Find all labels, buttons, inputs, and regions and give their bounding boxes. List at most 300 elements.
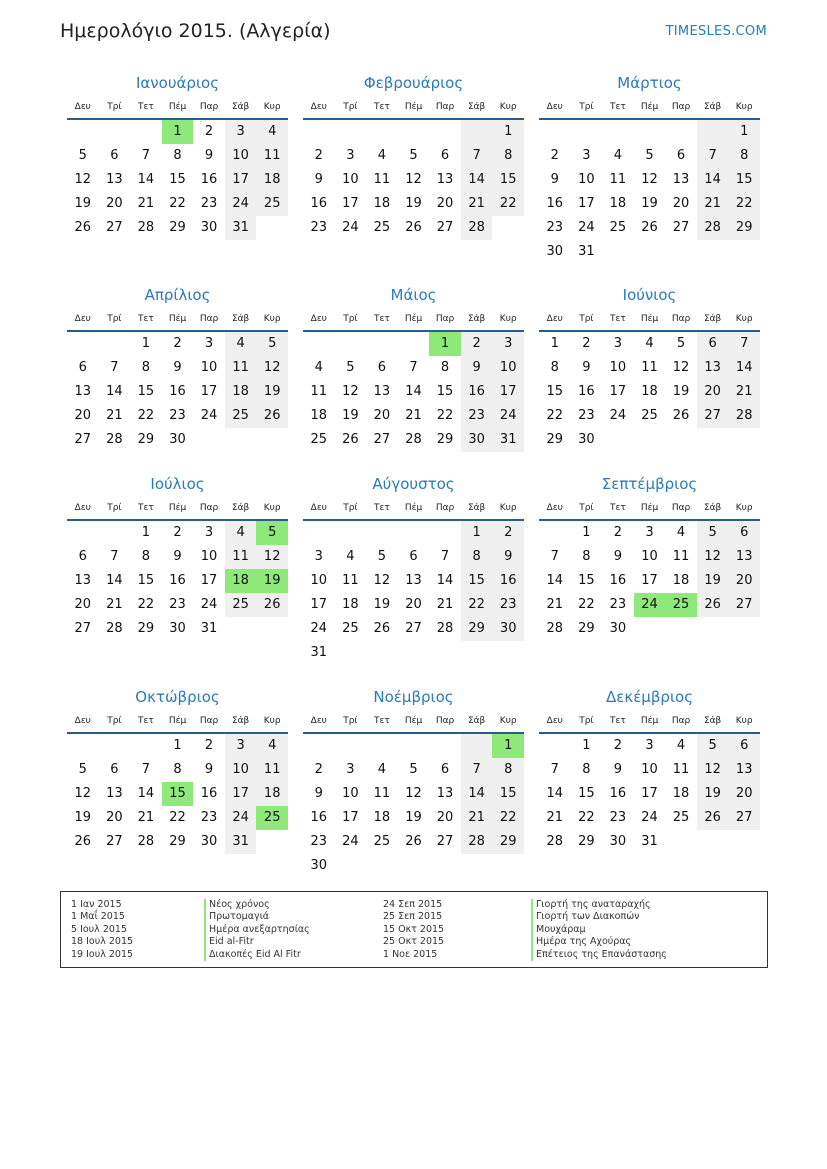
day-cell: 14 <box>106 384 123 399</box>
day-cell: 3 <box>645 738 654 753</box>
weekday-label: Πέμ <box>640 102 659 112</box>
day-cell: 29 <box>436 432 454 447</box>
weekday-label: Τρί <box>579 102 594 112</box>
day-cell: 29 <box>137 432 155 447</box>
day-cell: 4 <box>613 148 623 163</box>
holiday-day-cell: 5 <box>256 521 288 545</box>
day-cell: 27 <box>74 621 92 636</box>
day-cell: 27 <box>106 834 123 849</box>
day-cell: 27 <box>405 621 422 636</box>
day-cell: 10 <box>342 786 359 801</box>
day-cell: 13 <box>697 356 729 380</box>
empty-cell <box>67 734 99 758</box>
day-cell: 7 <box>550 762 559 777</box>
day-cell: 1 <box>141 336 151 351</box>
holiday-day-cell: 15 <box>162 782 194 806</box>
legend-entry: Μουχάραμ <box>531 924 667 936</box>
day-grid <box>303 120 524 240</box>
day-cell: 10 <box>310 573 328 588</box>
day-cell: 6 <box>110 148 119 163</box>
day-cell: 15 <box>137 384 155 399</box>
day-cell: 2 <box>173 336 182 351</box>
day-cell: 8 <box>440 360 450 375</box>
day-cell: 19 <box>405 196 422 211</box>
day-cell: 16 <box>310 810 328 825</box>
day-cell: 28 <box>137 834 155 849</box>
empty-cell <box>99 521 131 545</box>
day-cell: 2 <box>582 336 591 351</box>
day-cell: 25 <box>609 220 627 235</box>
day-cell: 5 <box>409 148 418 163</box>
day-cell: 12 <box>256 545 288 569</box>
weekday-label: Τρί <box>343 102 358 112</box>
empty-cell <box>99 120 131 144</box>
empty-cell <box>67 332 99 356</box>
day-cell: 11 <box>373 786 391 801</box>
day-cell: 21 <box>728 380 760 404</box>
day-grid <box>67 120 288 240</box>
weekday-label: Παρ <box>199 503 219 513</box>
day-cell: 18 <box>672 786 690 801</box>
day-cell: 26 <box>373 621 391 636</box>
day-cell: 16 <box>169 573 186 588</box>
weekday-label: Σάβ <box>231 102 250 112</box>
day-cell: 7 <box>440 549 450 564</box>
weekday-label: Τρί <box>579 503 594 513</box>
empty-cell <box>398 120 430 144</box>
day-cell: 2 <box>461 332 493 356</box>
day-cell: 22 <box>578 810 595 825</box>
day-cell: 30 <box>578 432 595 447</box>
day-cell: 29 <box>728 216 760 240</box>
day-cell: 8 <box>492 758 524 782</box>
legend-entry: 1 Νοε 2015 <box>383 948 438 960</box>
legend-names-left <box>204 899 310 961</box>
weekday-label: Τρί <box>579 314 594 324</box>
day-cell: 6 <box>78 360 87 375</box>
weekday-label: Κυρ <box>263 503 281 513</box>
weekday-label: Παρ <box>435 503 455 513</box>
month-name: Φεβρουάριος <box>363 74 464 92</box>
weekday-label: Δευ <box>74 716 91 726</box>
day-cell: 5 <box>409 762 418 777</box>
weekday-header <box>67 96 288 120</box>
day-cell: 28 <box>546 834 564 849</box>
day-cell: 2 <box>314 148 323 163</box>
weekday-header <box>539 96 760 120</box>
day-cell: 9 <box>173 360 182 375</box>
day-cell: 6 <box>409 549 418 564</box>
day-cell: 11 <box>672 762 690 777</box>
weekday-label: Κυρ <box>263 716 281 726</box>
weekday-label: Δευ <box>310 716 327 726</box>
day-cell: 29 <box>169 220 186 235</box>
weekday-label: Δευ <box>310 314 327 324</box>
legend-entry: 24 Σεπ 2015 <box>383 899 443 910</box>
weekday-label: Παρ <box>435 314 455 324</box>
weekday-label: Παρ <box>199 314 219 324</box>
legend-entry: Επέτειος της Επανάστασης <box>531 949 667 961</box>
day-cell: 22 <box>492 806 524 830</box>
day-cell: 8 <box>173 148 182 163</box>
day-cell: 9 <box>550 172 559 187</box>
empty-cell <box>398 332 430 356</box>
day-cell: 21 <box>436 597 454 612</box>
day-cell: 1 <box>728 120 760 144</box>
day-cell: 20 <box>106 810 123 825</box>
day-cell: 30 <box>492 617 524 641</box>
weekday-label: Παρ <box>199 716 219 726</box>
day-cell: 1 <box>173 738 182 753</box>
day-cell: 24 <box>492 404 524 428</box>
month-name: Σεπτέμβριος <box>601 475 698 493</box>
day-cell: 25 <box>373 220 391 235</box>
day-cell: 29 <box>546 432 564 447</box>
day-cell: 30 <box>609 834 627 849</box>
empty-cell <box>539 521 571 545</box>
weekday-label: Πέμ <box>404 314 423 324</box>
weekday-label: Πέμ <box>168 503 187 513</box>
weekday-label: Κυρ <box>499 716 517 726</box>
day-cell: 9 <box>492 545 524 569</box>
day-cell: 3 <box>204 525 214 540</box>
day-cell: 7 <box>728 332 760 356</box>
weekday-label: Κυρ <box>735 503 753 513</box>
day-cell: 4 <box>225 332 257 356</box>
weekday-label: Δευ <box>74 314 91 324</box>
weekday-label: Τετ <box>138 503 154 513</box>
day-cell: 27 <box>728 806 760 830</box>
weekday-label: Τρί <box>579 716 594 726</box>
day-cell: 19 <box>342 408 359 423</box>
day-cell: 22 <box>436 408 454 423</box>
day-cell: 23 <box>200 196 218 211</box>
day-cell: 11 <box>609 172 627 187</box>
day-cell: 17 <box>342 810 359 825</box>
day-cell: 2 <box>550 148 559 163</box>
day-cell: 2 <box>173 525 182 540</box>
empty-cell <box>539 120 571 144</box>
day-cell: 29 <box>461 617 493 641</box>
day-cell: 23 <box>546 220 564 235</box>
day-cell: 2 <box>613 738 623 753</box>
day-cell: 1 <box>582 738 591 753</box>
day-cell: 27 <box>436 220 454 235</box>
day-cell: 26 <box>672 408 690 423</box>
weekday-label: Πέμ <box>640 503 659 513</box>
day-cell: 29 <box>492 830 524 854</box>
day-cell: 16 <box>546 196 564 211</box>
day-cell: 28 <box>106 432 123 447</box>
month-name: Ιανουάριος <box>135 74 219 92</box>
day-cell: 16 <box>578 384 595 399</box>
weekday-label: Δευ <box>546 503 563 513</box>
day-cell: 8 <box>582 549 591 564</box>
day-cell: 24 <box>200 597 218 612</box>
empty-cell <box>461 734 493 758</box>
weekday-header <box>539 308 760 332</box>
day-cell: 22 <box>461 593 493 617</box>
weekday-label: Τετ <box>138 716 154 726</box>
legend-entry: 19 Ιουλ 2015 <box>71 948 134 960</box>
day-cell: 27 <box>373 432 391 447</box>
day-cell: 26 <box>697 806 729 830</box>
day-cell: 17 <box>609 384 627 399</box>
legend-entry: Διακοπές Eid Al Fitr <box>204 949 310 961</box>
day-cell: 9 <box>461 356 493 380</box>
day-cell: 21 <box>137 196 155 211</box>
day-cell: 18 <box>256 782 288 806</box>
day-cell: 8 <box>141 360 151 375</box>
day-cell: 27 <box>74 432 92 447</box>
day-cell: 21 <box>461 806 493 830</box>
weekday-label: Σάβ <box>703 716 722 726</box>
day-cell: 4 <box>346 549 355 564</box>
day-grid <box>539 332 760 452</box>
day-cell: 6 <box>440 148 450 163</box>
day-cell: 6 <box>377 360 387 375</box>
month-name: Αύγουστος <box>372 475 455 493</box>
day-cell: 15 <box>461 569 493 593</box>
day-cell: 23 <box>609 597 627 612</box>
day-cell: 26 <box>405 834 422 849</box>
day-cell: 19 <box>641 196 658 211</box>
weekday-label: Δευ <box>74 503 91 513</box>
day-cell: 24 <box>225 192 257 216</box>
weekday-label: Πέμ <box>168 716 187 726</box>
day-grid <box>67 521 288 641</box>
empty-cell <box>335 521 367 545</box>
day-cell: 14 <box>137 786 155 801</box>
day-cell: 18 <box>373 196 391 211</box>
day-cell: 30 <box>310 858 328 873</box>
day-cell: 3 <box>225 734 257 758</box>
day-cell: 20 <box>697 380 729 404</box>
day-cell: 17 <box>578 196 595 211</box>
day-cell: 26 <box>641 220 658 235</box>
day-cell: 14 <box>461 168 493 192</box>
day-cell: 4 <box>314 360 323 375</box>
day-cell: 28 <box>436 621 454 636</box>
weekday-label: Τρί <box>343 716 358 726</box>
day-cell: 12 <box>373 573 391 588</box>
legend-entry: Γιορτή των Διακοπών <box>531 911 667 923</box>
day-cell: 15 <box>728 168 760 192</box>
day-cell: 11 <box>641 360 658 375</box>
day-cell: 22 <box>728 192 760 216</box>
day-cell: 16 <box>461 380 493 404</box>
empty-cell <box>335 332 367 356</box>
weekday-label: Τετ <box>374 716 390 726</box>
day-cell: 10 <box>578 172 595 187</box>
day-cell: 2 <box>314 762 323 777</box>
weekday-label: Δευ <box>546 716 563 726</box>
weekday-label: Δευ <box>546 102 563 112</box>
day-cell: 7 <box>110 549 119 564</box>
day-cell: 7 <box>409 360 418 375</box>
day-cell: 24 <box>578 220 595 235</box>
weekday-label: Τρί <box>343 503 358 513</box>
month-calendar <box>67 684 288 854</box>
day-cell: 10 <box>225 144 257 168</box>
day-cell: 12 <box>405 172 422 187</box>
weekday-label: Κυρ <box>735 102 753 112</box>
weekday-label: Παρ <box>671 716 691 726</box>
day-cell: 30 <box>200 220 218 235</box>
day-cell: 23 <box>310 834 328 849</box>
day-cell: 6 <box>697 332 729 356</box>
day-cell: 29 <box>578 834 595 849</box>
weekday-label: Τετ <box>374 102 390 112</box>
legend-entry: 25 Οκτ 2015 <box>383 936 445 948</box>
day-cell: 28 <box>405 432 422 447</box>
day-cell: 1 <box>550 336 559 351</box>
day-cell: 12 <box>641 172 658 187</box>
day-cell: 3 <box>204 336 214 351</box>
day-cell: 10 <box>200 360 218 375</box>
day-cell: 6 <box>728 734 760 758</box>
day-cell: 11 <box>225 545 257 569</box>
day-cell: 3 <box>314 549 323 564</box>
empty-cell <box>99 332 131 356</box>
day-cell: 13 <box>436 786 454 801</box>
day-cell: 31 <box>492 428 524 452</box>
day-cell: 7 <box>110 360 119 375</box>
legend-dates-left <box>71 899 133 961</box>
month-calendar <box>67 471 288 641</box>
day-cell: 5 <box>346 360 355 375</box>
day-cell: 12 <box>405 786 422 801</box>
day-cell: 14 <box>436 573 454 588</box>
weekday-label: Πέμ <box>640 314 659 324</box>
day-cell: 31 <box>200 621 218 636</box>
weekday-label: Πέμ <box>168 314 187 324</box>
weekday-label: Πέμ <box>640 716 659 726</box>
holiday-day-cell: 1 <box>429 332 461 356</box>
day-cell: 11 <box>373 172 391 187</box>
month-calendar <box>67 282 288 452</box>
day-cell: 4 <box>256 734 288 758</box>
weekday-label: Δευ <box>74 102 91 112</box>
day-cell: 30 <box>609 621 627 636</box>
weekday-label: Σάβ <box>703 102 722 112</box>
day-cell: 3 <box>492 332 524 356</box>
day-cell: 21 <box>461 192 493 216</box>
day-cell: 15 <box>492 782 524 806</box>
day-cell: 18 <box>225 380 257 404</box>
weekday-header <box>303 497 524 521</box>
weekday-label: Σάβ <box>231 716 250 726</box>
day-cell: 10 <box>225 758 257 782</box>
day-cell: 22 <box>137 408 155 423</box>
day-cell: 11 <box>672 549 690 564</box>
month-calendar <box>539 684 760 854</box>
day-cell: 21 <box>137 810 155 825</box>
day-cell: 21 <box>546 597 564 612</box>
weekday-label: Τρί <box>107 716 122 726</box>
day-cell: 11 <box>225 356 257 380</box>
day-cell: 17 <box>641 573 658 588</box>
day-cell: 25 <box>256 192 288 216</box>
legend-entry: Πρωτομαγιά <box>204 911 310 923</box>
weekday-label: Κυρ <box>499 314 517 324</box>
day-grid <box>67 332 288 452</box>
day-cell: 13 <box>74 384 92 399</box>
day-cell: 17 <box>492 380 524 404</box>
day-cell: 19 <box>74 810 92 825</box>
day-cell: 25 <box>225 593 257 617</box>
day-cell: 25 <box>641 408 658 423</box>
site-link[interactable]: TIMESLES.COM <box>665 24 767 39</box>
weekday-label: Τρί <box>107 102 122 112</box>
day-cell: 24 <box>342 834 359 849</box>
legend-entry: Νέος χρόνος <box>204 899 310 911</box>
legend-entry: 25 Σεπ 2015 <box>383 911 443 923</box>
day-cell: 31 <box>641 834 658 849</box>
day-cell: 20 <box>405 597 422 612</box>
empty-cell <box>429 734 461 758</box>
weekday-label: Παρ <box>199 102 219 112</box>
day-cell: 13 <box>106 172 123 187</box>
weekday-label: Κυρ <box>499 503 517 513</box>
month-calendar <box>303 684 524 878</box>
day-cell: 8 <box>550 360 559 375</box>
empty-cell <box>303 734 335 758</box>
holiday-day-cell: 1 <box>162 120 194 144</box>
day-cell: 6 <box>78 549 87 564</box>
day-cell: 9 <box>204 762 214 777</box>
month-calendar <box>303 282 524 452</box>
month-name: Δεκέμβριος <box>605 688 693 706</box>
day-cell: 20 <box>436 196 454 211</box>
weekday-label: Κυρ <box>735 716 753 726</box>
holiday-day-cell: 18 <box>225 569 257 593</box>
month-name: Ιούνιος <box>622 286 677 304</box>
day-cell: 9 <box>314 172 323 187</box>
day-cell: 18 <box>310 408 328 423</box>
month-name: Οκτώβριος <box>135 688 220 706</box>
day-cell: 26 <box>697 593 729 617</box>
holiday-day-cell: 1 <box>492 734 524 758</box>
empty-cell <box>366 120 398 144</box>
empty-cell <box>67 521 99 545</box>
day-cell: 23 <box>578 408 595 423</box>
page-title: Ημερολόγιο 2015. (Αλγερία) <box>60 20 331 42</box>
day-cell: 12 <box>697 758 729 782</box>
day-cell: 24 <box>342 220 359 235</box>
day-cell: 10 <box>609 360 627 375</box>
legend-entry: 5 Ιουλ 2015 <box>71 923 127 935</box>
day-cell: 22 <box>546 408 564 423</box>
legend-entry: Eid al-Fitr <box>204 936 310 948</box>
day-cell: 24 <box>310 621 328 636</box>
day-cell: 29 <box>169 834 186 849</box>
day-cell: 13 <box>373 384 391 399</box>
day-cell: 23 <box>200 810 218 825</box>
day-cell: 9 <box>613 762 623 777</box>
weekday-label: Παρ <box>435 716 455 726</box>
day-cell: 8 <box>461 545 493 569</box>
weekday-label: Σάβ <box>703 314 722 324</box>
weekday-label: Τετ <box>610 503 626 513</box>
day-cell: 6 <box>728 521 760 545</box>
day-cell: 4 <box>676 525 686 540</box>
weekday-header <box>303 308 524 332</box>
day-cell: 23 <box>169 597 186 612</box>
day-cell: 13 <box>728 758 760 782</box>
day-cell: 31 <box>310 645 328 660</box>
day-cell: 8 <box>492 144 524 168</box>
